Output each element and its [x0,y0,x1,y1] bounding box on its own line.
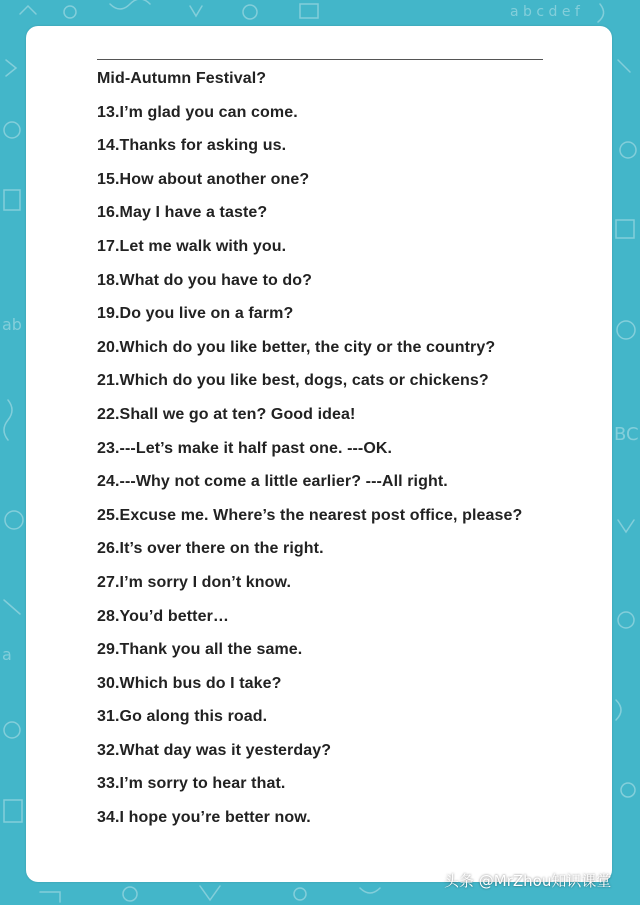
sentence-line: 23.---Let’s make it half past one. ---OK. [97,439,393,457]
svg-text:a: a [2,645,12,664]
sentence-line: 26.It’s over there on the right. [97,540,324,558]
watermark: 头条 @MrZhou知识课堂 [444,872,612,890]
sentence-line: 34.I hope you’re better now. [97,809,311,827]
sentence-line: 18.What do you have to do? [97,271,313,289]
sentence-line: 27.I’m sorry I don’t know. [97,573,292,591]
sentence-line: 28.You’d better… [97,607,229,625]
sentence-line: 25.Excuse me. Where’s the nearest post office, please? [97,506,523,524]
sentence-line: 15.How about another one? [97,170,310,188]
sentence-line: 13.I’m glad you can come. [97,103,298,121]
sentence-line: 21.Which do you like best, dogs, cats or chickens? [97,372,489,390]
sentence-line: 20.Which do you like better, the city or the country? [97,338,496,356]
sentence-line: 29.Thank you all the same. [97,641,303,659]
top-rule [97,59,543,60]
sentence-line: 22.Shall we go at ten? Good idea! [97,405,356,423]
sentence-line: 31.Go along this road. [97,708,268,726]
sentence-list [97,65,522,838]
sentence-line: 24.---Why not come a little earlier? ---All right. [97,473,448,491]
sentence-line: Mid-Autumn Festival? [97,70,267,87]
svg-text:a b c d e f: a b c d e f [510,4,580,20]
sentence-line: 30.Which bus do I take? [97,674,282,692]
sentence-line: 33.I’m sorry to hear that. [97,775,286,793]
svg-text:ab: ab [2,315,22,334]
sentence-line: 16.May I have a taste? [97,204,268,222]
sentence-line: 32.What day was it yesterday? [97,741,332,759]
sentence-line: 19.Do you live on a farm? [97,305,294,323]
sentence-line: 14.Thanks for asking us. [97,137,287,155]
svg-text:BC: BC [614,424,639,445]
sentence-line: 17.Let me walk with you. [97,237,287,255]
